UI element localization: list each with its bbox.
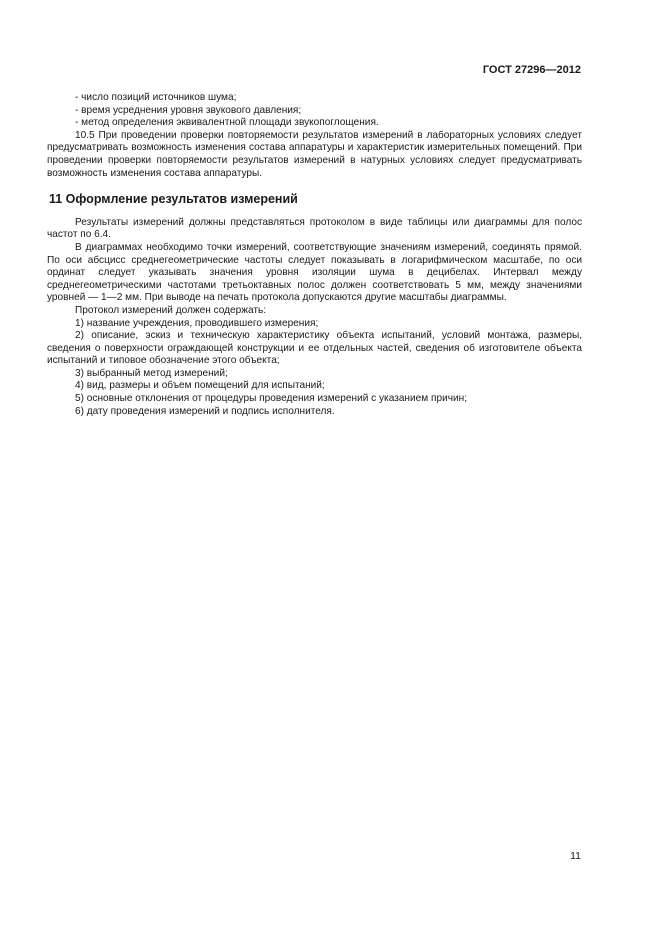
page-content — [47, 92, 582, 418]
paragraph-results: Результаты измерений должны представляться протоколом в виде таблицы или диаграммы для полос частот по 6.4. — [47, 216, 582, 241]
document-header-standard: ГОСТ 27296—2012 — [482, 64, 581, 76]
list-item: - время усреднения уровня звукового давления; — [75, 104, 302, 116]
page-number: 11 — [570, 850, 581, 862]
section-title: 11 Оформление результатов измерений — [49, 192, 298, 207]
list-item: 1) название учреждения, проводившего измерения; — [75, 317, 319, 329]
list-item: - число позиций источников шума; — [75, 92, 237, 103]
list-item: 5) основные отклонения от процедуры проведения измерений с указанием причин; — [75, 393, 467, 405]
list-item: 2) описание, эскиз и техническую характеристику объекта испытаний, условий монтажа, размеры, сведения о поверхности ограждающей конструкции и ее отдельных частей, сведения об изготовителе объекта испытаний и типовое обозначение этого объекта; — [47, 330, 582, 367]
paragraph-10-5: 10.5 При проведении проверки повторяемости результатов измерений в лабораторных условиях следует предусматривать возможность изменения состава аппаратуры и характеристик измерительных помещений. При проведении проверки повторяемости результатов измерений в натурных условиях следует предусматривать возможность изменения состава аппаратуры. — [47, 129, 582, 179]
protocol-intro: Протокол измерений должен содержать: — [75, 304, 267, 316]
paragraph-diagrams: В диаграммах необходимо точки измерений, соответствующие значениям измерений, соединять прямой. По оси абсцисс среднегеометрические частоты следует показывать в логарифмическом масштабе, по оси ординат следует указывать значения уровня изоляции шума в децибелах. Интервал между среднегеометрическими частотами третьоктавных полос должен соответствовать 5 мм, между значениями уровней — 1—2 мм. При выводе на печать протокола допускаются другие масштабы диаграммы. — [47, 241, 582, 304]
list-item: - метод определения эквивалентной площади звукопоглощения. — [75, 117, 379, 129]
list-item: 4) вид, размеры и объем помещений для испытаний; — [75, 380, 325, 392]
list-item: 3) выбранный метод измерений; — [75, 367, 228, 379]
list-item: 6) дату проведения измерений и подпись исполнителя. — [75, 405, 335, 417]
